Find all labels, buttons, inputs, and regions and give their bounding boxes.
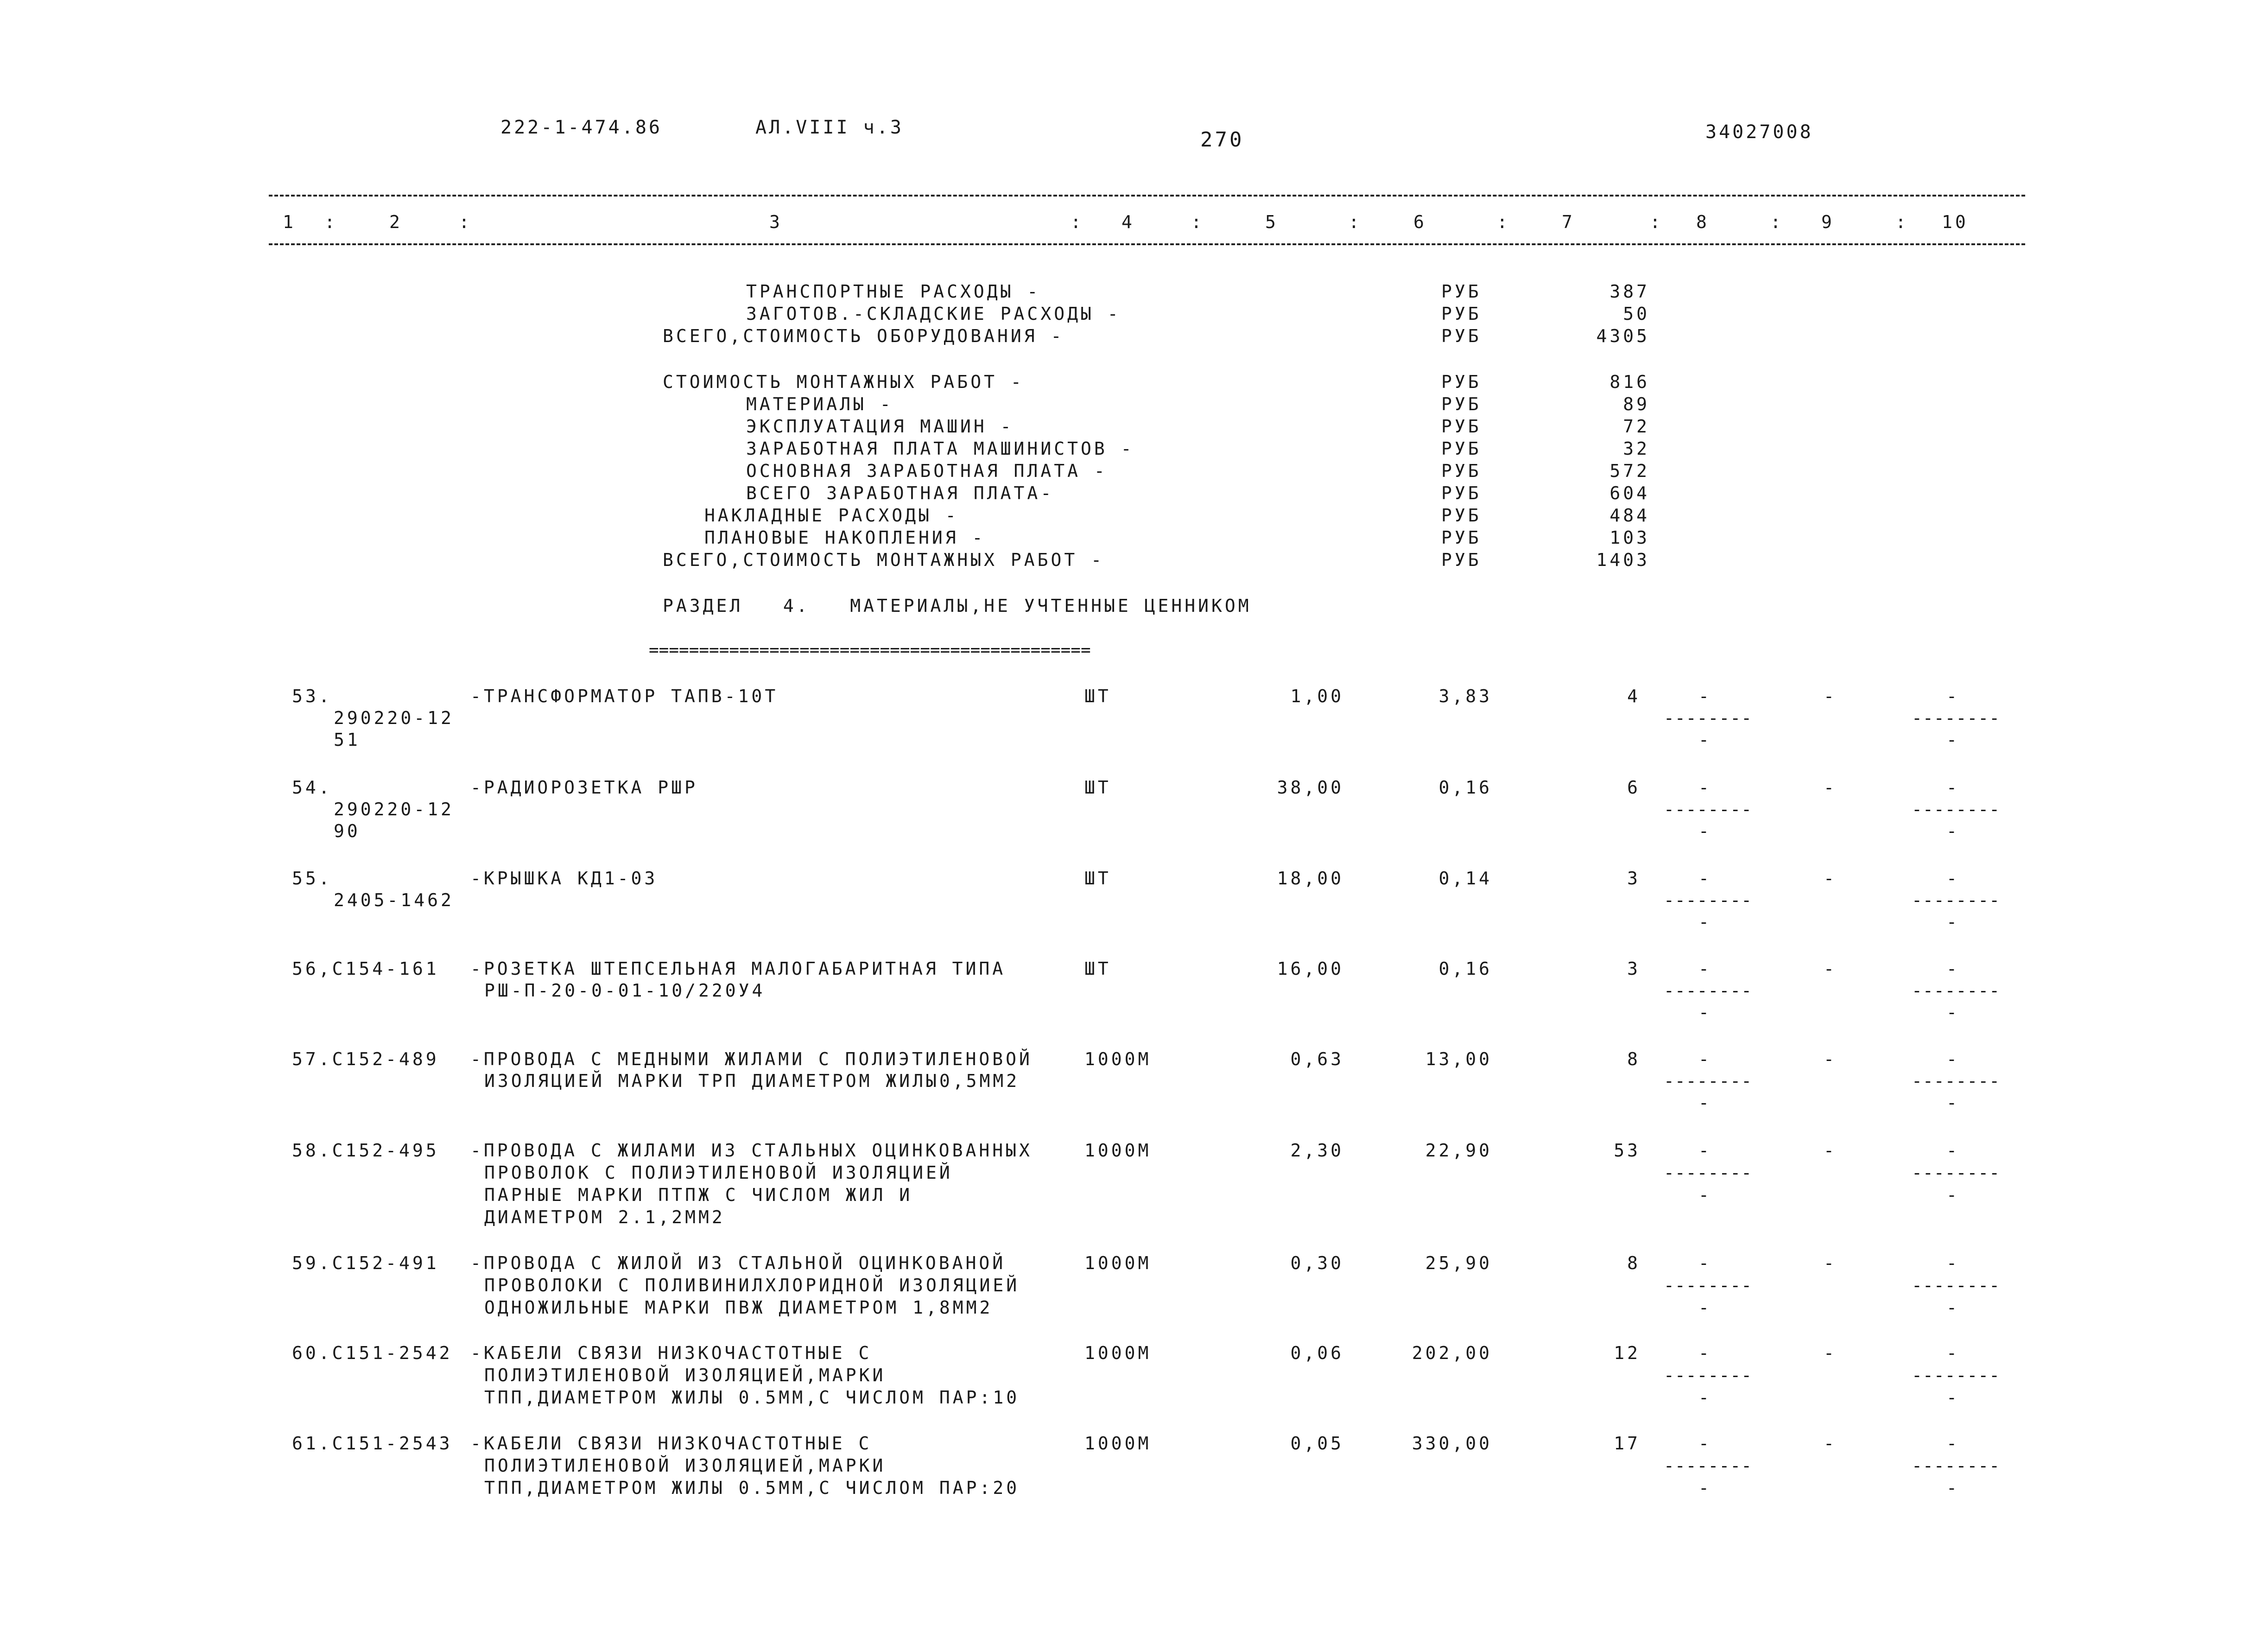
col10-dash-bottom: - xyxy=(1946,730,1960,750)
item-price: 0,16 xyxy=(1438,777,1492,798)
col10-dashes: -------- xyxy=(1912,1455,2001,1476)
summary-unit: РУБ xyxy=(1441,304,1482,324)
col10-dash-top: - xyxy=(1946,868,1960,889)
item-description: ПОЛИЭТИЛЕНОВОЙ ИЗОЛЯЦИЕЙ,МАРКИ xyxy=(484,1365,886,1385)
col10-dashes: -------- xyxy=(1912,980,2001,1001)
item-unit: ШТ xyxy=(1084,959,1111,979)
summary-value: 387 xyxy=(1609,281,1650,302)
summary-unit: РУБ xyxy=(1441,461,1482,481)
item-quantity: 0,05 xyxy=(1290,1433,1344,1454)
summary-unit: РУБ xyxy=(1441,550,1482,570)
col8-dash-top: - xyxy=(1698,777,1712,798)
summary-unit: РУБ xyxy=(1441,527,1482,548)
item-description: ПРОВОЛОКИ С ПОЛИВИНИЛХЛОРИДНОЙ ИЗОЛЯЦИЕЙ xyxy=(484,1275,1020,1296)
item-code: 54. xyxy=(292,777,332,798)
col-sep: : xyxy=(324,212,338,232)
item-description: РШ-П-20-0-01-10/220У4 xyxy=(484,980,766,1001)
item-total: 53 xyxy=(1614,1140,1641,1161)
summary-value: 1403 xyxy=(1596,550,1650,570)
col10-dashes: -------- xyxy=(1912,1275,2001,1296)
item-quantity: 18,00 xyxy=(1277,868,1344,889)
col8-dash-bottom: - xyxy=(1698,1002,1712,1023)
summary-unit: РУБ xyxy=(1441,326,1482,346)
item-description: ПРОВОЛОК С ПОЛИЭТИЛЕНОВОЙ ИЗОЛЯЦИЕЙ xyxy=(484,1162,953,1183)
col8-dash-top: - xyxy=(1698,959,1712,979)
item-code: 55. xyxy=(292,868,332,889)
summary-unit: РУБ xyxy=(1441,372,1482,392)
col10-dashes: -------- xyxy=(1912,1162,2001,1183)
col10-dashes: -------- xyxy=(1912,890,2001,910)
item-quantity: 0,06 xyxy=(1290,1343,1344,1363)
col8-dashes: -------- xyxy=(1664,799,1753,819)
item-quantity: 0,30 xyxy=(1290,1253,1344,1273)
item-description: -КАБЕЛИ СВЯЗИ НИЗКОЧАСТОТНЫЕ С xyxy=(470,1343,872,1363)
item-description: -ПРОВОДА С ЖИЛАМИ ИЗ СТАЛЬНЫХ ОЦИНКОВАННЫХ xyxy=(470,1140,1033,1161)
album-reference: АЛ.VIII ч.3 xyxy=(755,117,904,138)
col8-dash-bottom: - xyxy=(1698,912,1712,932)
col10-dash-top: - xyxy=(1946,1049,1960,1069)
item-code: 290220-12 xyxy=(334,708,454,728)
col8-dashes: -------- xyxy=(1664,1275,1753,1296)
col9-dash: - xyxy=(1824,959,1837,979)
item-total: 4 xyxy=(1627,686,1641,706)
col10-dash-bottom: - xyxy=(1946,1092,1960,1113)
section-title: РАЗДЕЛ 4. МАТЕРИАЛЫ,НЕ УЧТЕННЫЕ ЦЕННИКОМ xyxy=(663,596,1252,616)
col-5: 5 xyxy=(1265,212,1279,232)
item-unit: 1000М xyxy=(1084,1253,1152,1273)
item-description: -ТРАНСФОРМАТОР ТАПВ-10Т xyxy=(470,686,779,706)
summary-label: ВСЕГО,СТОИМОСТЬ ОБОРУДОВАНИЯ - xyxy=(663,326,1064,346)
col10-dashes: -------- xyxy=(1912,799,2001,819)
header-rule-bottom xyxy=(269,243,2025,245)
col10-dash-bottom: - xyxy=(1946,821,1960,841)
item-total: 6 xyxy=(1627,777,1641,798)
col10-dash-bottom: - xyxy=(1946,1185,1960,1205)
summary-unit: РУБ xyxy=(1441,281,1482,302)
item-description: ТПП,ДИАМЕТРОМ ЖИЛЫ 0.5ММ,С ЧИСЛОМ ПАР:20 xyxy=(484,1478,1020,1498)
col-sep: : xyxy=(1497,212,1510,232)
col-10: 10 xyxy=(1942,212,1969,232)
item-description: -КРЫШКА КД1-03 xyxy=(470,868,658,889)
summary-value: 50 xyxy=(1623,304,1650,324)
col8-dash-top: - xyxy=(1698,1433,1712,1454)
summary-label: ОСНОВНАЯ ЗАРАБОТНАЯ ПЛАТА - xyxy=(746,461,1108,481)
summary-unit: РУБ xyxy=(1441,416,1482,437)
col8-dash-top: - xyxy=(1698,1343,1712,1363)
summary-value: 103 xyxy=(1609,527,1650,548)
col-sep: : xyxy=(1770,212,1784,232)
col-sep: : xyxy=(1191,212,1204,232)
item-quantity: 38,00 xyxy=(1277,777,1344,798)
item-code: 61.С151-2543 xyxy=(292,1433,453,1454)
summary-label: ВСЕГО ЗАРАБОТНАЯ ПЛАТА- xyxy=(746,483,1054,503)
col10-dash-top: - xyxy=(1946,1140,1960,1161)
col8-dashes: -------- xyxy=(1664,980,1753,1001)
summary-label: ПЛАНОВЫЕ НАКОПЛЕНИЯ - xyxy=(704,527,986,548)
item-quantity: 1,00 xyxy=(1290,686,1344,706)
summary-label: МАТЕРИАЛЫ - xyxy=(746,394,893,414)
item-description: -РАДИОРОЗЕТКА РШР xyxy=(470,777,698,798)
col9-dash: - xyxy=(1824,1343,1837,1363)
item-code: 53. xyxy=(292,686,332,706)
col10-dash-top: - xyxy=(1946,686,1960,706)
summary-value: 604 xyxy=(1609,483,1650,503)
summary-unit: РУБ xyxy=(1441,394,1482,414)
col8-dashes: -------- xyxy=(1664,1162,1753,1183)
item-description: ОДНОЖИЛЬНЫЕ МАРКИ ПВЖ ДИАМЕТРОМ 1,8ММ2 xyxy=(484,1297,993,1318)
item-description: ДИАМЕТРОМ 2.1,2ММ2 xyxy=(484,1207,725,1227)
col10-dashes: -------- xyxy=(1912,1071,2001,1091)
item-description: -РОЗЕТКА ШТЕПСЕЛЬНАЯ МАЛОГАБАРИТНАЯ ТИПА xyxy=(470,959,1006,979)
item-description: ТПП,ДИАМЕТРОМ ЖИЛЫ 0.5ММ,С ЧИСЛОМ ПАР:10 xyxy=(484,1387,1020,1408)
col8-dash-bottom: - xyxy=(1698,1387,1712,1408)
item-code: 56,С154-161 xyxy=(292,959,439,979)
col9-dash: - xyxy=(1824,868,1837,889)
col8-dashes: -------- xyxy=(1664,1365,1753,1385)
col8-dash-top: - xyxy=(1698,1140,1712,1161)
col-sep: : xyxy=(1650,212,1663,232)
col8-dash-top: - xyxy=(1698,686,1712,706)
col10-dash-bottom: - xyxy=(1946,912,1960,932)
col8-dashes: -------- xyxy=(1664,1455,1753,1476)
item-price: 0,16 xyxy=(1438,959,1492,979)
item-price: 0,14 xyxy=(1438,868,1492,889)
summary-label: ЗАРАБОТНАЯ ПЛАТА МАШИНИСТОВ - xyxy=(746,438,1134,459)
col10-dashes: -------- xyxy=(1912,708,2001,728)
document-code: 222-1-474.86 xyxy=(500,117,662,138)
col-7: 7 xyxy=(1562,212,1575,232)
item-price: 202,00 xyxy=(1412,1343,1492,1363)
col9-dash: - xyxy=(1824,1049,1837,1069)
item-code: 290220-12 xyxy=(334,799,454,819)
item-price: 25,90 xyxy=(1425,1253,1492,1273)
section-underline: ============================================ xyxy=(649,641,1091,660)
summary-unit: РУБ xyxy=(1441,505,1482,526)
item-code: 90 xyxy=(334,821,361,841)
col8-dash-bottom: - xyxy=(1698,1185,1712,1205)
item-unit: ШТ xyxy=(1084,686,1111,706)
col-4: 4 xyxy=(1121,212,1135,232)
col-3: 3 xyxy=(769,212,783,232)
item-description: ИЗОЛЯЦИЕЙ МАРКИ ТРП ДИАМЕТРОМ ЖИЛЫ0,5ММ2 xyxy=(484,1071,1020,1091)
col10-dash-bottom: - xyxy=(1946,1002,1960,1023)
item-price: 330,00 xyxy=(1412,1433,1492,1454)
header-rule-top xyxy=(269,195,2025,197)
col-9: 9 xyxy=(1821,212,1835,232)
item-unit: 1000М xyxy=(1084,1343,1152,1363)
col10-dash-top: - xyxy=(1946,1433,1960,1454)
col-sep: : xyxy=(1071,212,1084,232)
col-1: 1 xyxy=(283,212,296,232)
item-code: 59.С152-491 xyxy=(292,1253,439,1273)
col10-dash-top: - xyxy=(1946,777,1960,798)
item-description: ПОЛИЭТИЛЕНОВОЙ ИЗОЛЯЦИЕЙ,МАРКИ xyxy=(484,1455,886,1476)
col9-dash: - xyxy=(1824,1253,1837,1273)
col9-dash: - xyxy=(1824,777,1837,798)
col10-dash-top: - xyxy=(1946,1343,1960,1363)
item-total: 8 xyxy=(1627,1253,1641,1273)
item-total: 3 xyxy=(1627,868,1641,889)
summary-unit: РУБ xyxy=(1441,483,1482,503)
col10-dash-bottom: - xyxy=(1946,1297,1960,1318)
item-code: 58.С152-495 xyxy=(292,1140,439,1161)
col-6: 6 xyxy=(1413,212,1427,232)
col-sep: : xyxy=(1895,212,1909,232)
summary-label: ВСЕГО,СТОИМОСТЬ МОНТАЖНЫХ РАБОТ - xyxy=(663,550,1104,570)
col8-dash-bottom: - xyxy=(1698,821,1712,841)
summary-label: ТРАНСПОРТНЫЕ РАСХОДЫ - xyxy=(746,281,1041,302)
col8-dashes: -------- xyxy=(1664,708,1753,728)
summary-label: СТОИМОСТЬ МОНТАЖНЫХ РАБОТ - xyxy=(663,372,1024,392)
col8-dash-top: - xyxy=(1698,1253,1712,1273)
col-8: 8 xyxy=(1696,212,1710,232)
col8-dash-bottom: - xyxy=(1698,1092,1712,1113)
item-quantity: 2,30 xyxy=(1290,1140,1344,1161)
summary-value: 816 xyxy=(1609,372,1650,392)
document-number: 34027008 xyxy=(1705,121,1813,143)
col8-dash-top: - xyxy=(1698,868,1712,889)
col10-dashes: -------- xyxy=(1912,1365,2001,1385)
summary-value: 72 xyxy=(1623,416,1650,437)
col-sep: : xyxy=(1349,212,1362,232)
summary-label: НАКЛАДНЫЕ РАСХОДЫ - xyxy=(704,505,959,526)
col9-dash: - xyxy=(1824,686,1837,706)
item-total: 17 xyxy=(1614,1433,1641,1454)
item-code: 57.С152-489 xyxy=(292,1049,439,1069)
summary-value: 32 xyxy=(1623,438,1650,459)
item-quantity: 16,00 xyxy=(1277,959,1344,979)
summary-value: 484 xyxy=(1609,505,1650,526)
col9-dash: - xyxy=(1824,1433,1837,1454)
col10-dash-bottom: - xyxy=(1946,1387,1960,1408)
col8-dash-bottom: - xyxy=(1698,1478,1712,1498)
summary-value: 4305 xyxy=(1596,326,1650,346)
col10-dash-top: - xyxy=(1946,959,1960,979)
page-number: 270 xyxy=(1200,128,1244,152)
item-total: 8 xyxy=(1627,1049,1641,1069)
summary-value: 572 xyxy=(1609,461,1650,481)
item-unit: 1000М xyxy=(1084,1433,1152,1454)
col8-dashes: -------- xyxy=(1664,1071,1753,1091)
item-code: 2405-1462 xyxy=(334,890,454,910)
item-description: ПАРНЫЕ МАРКИ ПТПЖ С ЧИСЛОМ ЖИЛ И xyxy=(484,1185,913,1205)
col8-dash-top: - xyxy=(1698,1049,1712,1069)
item-description: -КАБЕЛИ СВЯЗИ НИЗКОЧАСТОТНЫЕ С xyxy=(470,1433,872,1454)
item-total: 12 xyxy=(1614,1343,1641,1363)
item-price: 3,83 xyxy=(1438,686,1492,706)
item-description: -ПРОВОДА С ЖИЛОЙ ИЗ СТАЛЬНОЙ ОЦИНКОВАНОЙ xyxy=(470,1253,1006,1273)
col8-dash-bottom: - xyxy=(1698,730,1712,750)
summary-unit: РУБ xyxy=(1441,438,1482,459)
item-unit: ШТ xyxy=(1084,777,1111,798)
col10-dash-bottom: - xyxy=(1946,1478,1960,1498)
item-unit: 1000М xyxy=(1084,1140,1152,1161)
item-unit: ШТ xyxy=(1084,868,1111,889)
col-sep: : xyxy=(459,212,472,232)
item-code: 60.С151-2542 xyxy=(292,1343,453,1363)
item-quantity: 0,63 xyxy=(1290,1049,1344,1069)
col8-dashes: -------- xyxy=(1664,890,1753,910)
item-price: 22,90 xyxy=(1425,1140,1492,1161)
col9-dash: - xyxy=(1824,1140,1837,1161)
summary-value: 89 xyxy=(1623,394,1650,414)
col-2: 2 xyxy=(389,212,403,232)
item-code: 51 xyxy=(334,730,361,750)
summary-label: ЗАГОТОВ.-СКЛАДСКИЕ РАСХОДЫ - xyxy=(746,304,1121,324)
col10-dash-top: - xyxy=(1946,1253,1960,1273)
item-price: 13,00 xyxy=(1425,1049,1492,1069)
item-total: 3 xyxy=(1627,959,1641,979)
col8-dash-bottom: - xyxy=(1698,1297,1712,1318)
summary-label: ЭКСПЛУАТАЦИЯ МАШИН - xyxy=(746,416,1014,437)
item-description: -ПРОВОДА С МЕДНЫМИ ЖИЛАМИ С ПОЛИЭТИЛЕНОВОЙ xyxy=(470,1049,1033,1069)
item-unit: 1000М xyxy=(1084,1049,1152,1069)
